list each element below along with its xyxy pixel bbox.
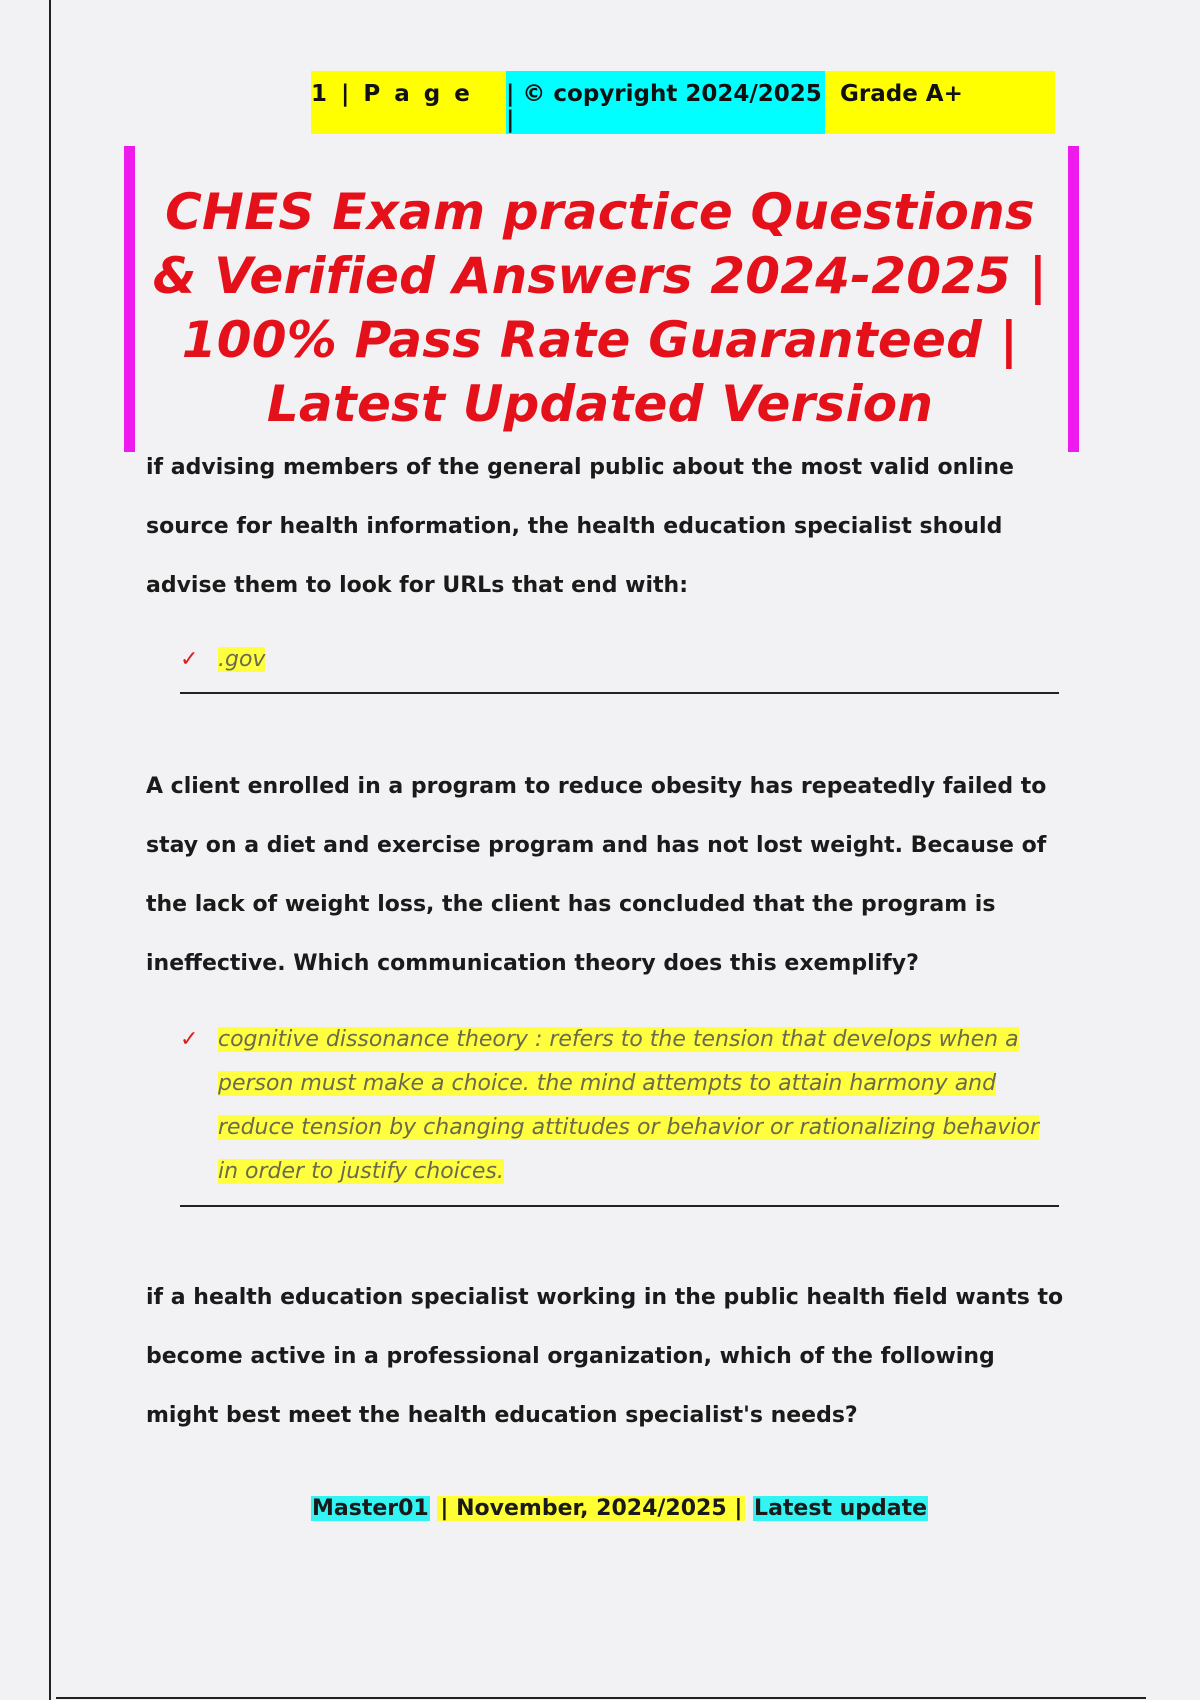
footer-separator: | — [440, 1496, 449, 1521]
title-accent-bar-right — [1068, 146, 1079, 452]
footer-author: Master01 — [312, 1496, 429, 1521]
question-divider — [180, 1205, 1059, 1207]
page-header — [311, 71, 1055, 134]
answer-2-text: cognitive dissonance theory : refers to the tension that develops when a person must make a choice. the mind attempts to attain harmony and reduce tension by changing attitudes or behavior or rationalizing behavior in order to justify choices. — [218, 1027, 1040, 1184]
page-number-label: 1 | P a g e — [311, 71, 506, 134]
document-title: CHES Exam practice Questions & Verified Answers 2024-2025 | 100% Pass Rate Guaranteed | Latest Updated Version — [152, 183, 1048, 433]
answer-1-text: .gov — [218, 647, 266, 672]
question-1-text: if advising members of the general public about the most valid online source for health information, the health education specialist should advise them to look for URLs that end with: — [146, 455, 1014, 598]
grade-label: Grade A+ — [825, 71, 1055, 134]
footer-status: Latest update — [754, 1496, 928, 1521]
checkmark-icon: ✓ — [180, 647, 199, 672]
checkmark-icon: ✓ — [180, 1027, 199, 1052]
question-divider — [180, 692, 1059, 694]
footer-separator: | — [734, 1496, 743, 1521]
title-accent-bar-left — [124, 146, 135, 452]
question-2-text: A client enrolled in a program to reduce obesity has repeatedly failed to stay on a diet and exercise program and has not lost weight. Because of the lack of weight loss, the client has concluded that the program is ineffective. Which communication theory does this exemplify? — [146, 774, 1047, 976]
page-bottom-border — [56, 1697, 1146, 1699]
answer-1 — [180, 638, 1060, 682]
footer-date: November, 2024/2025 — [456, 1496, 727, 1521]
page-left-border — [49, 0, 51, 1700]
answer-2 — [180, 1018, 1060, 1194]
page-footer — [311, 1493, 928, 1525]
question-3-text: if a health education specialist working in the public health field wants to become active in a professional organization, which of the following might best meet the health education specialist's needs? — [146, 1285, 1064, 1428]
copyright-label: | © copyright 2024/2025 | — [506, 71, 825, 134]
